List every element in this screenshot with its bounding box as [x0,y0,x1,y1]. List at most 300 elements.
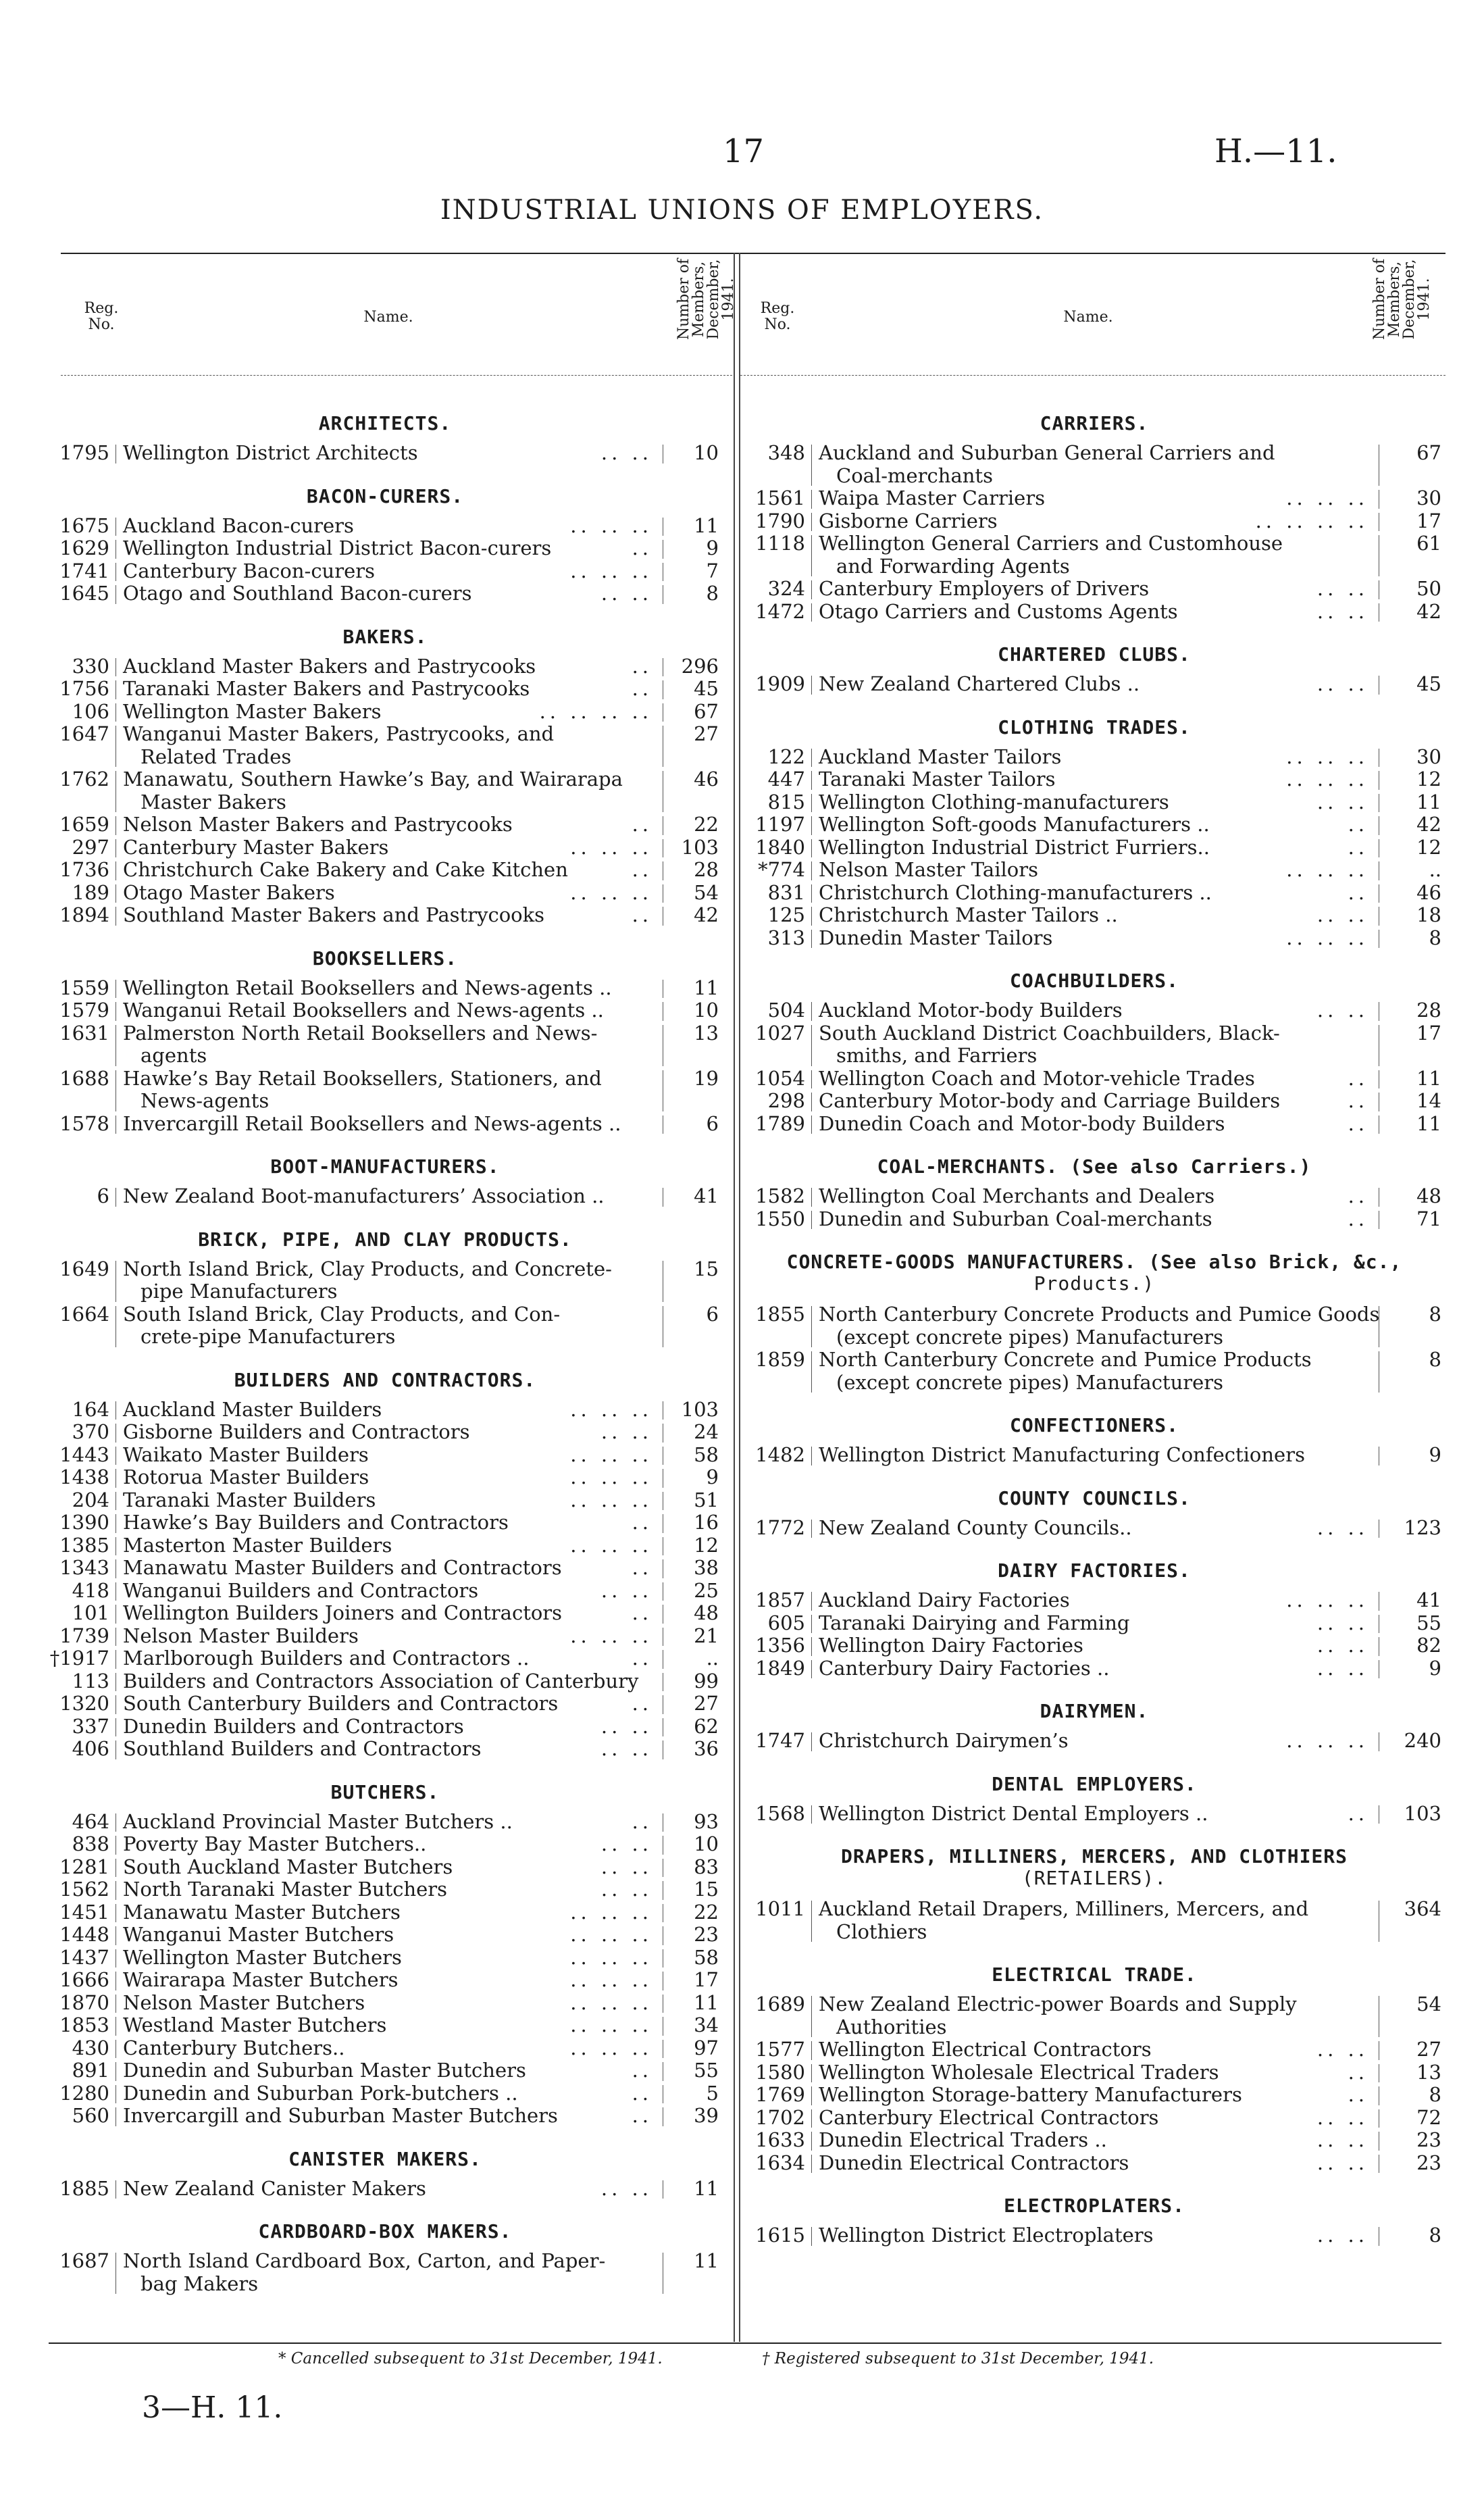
left-header-rule [61,375,732,376]
reg-number: 1577 [755,2038,805,2061]
member-count: 58 [694,1945,719,1969]
member-count: 50 [1416,577,1441,600]
leader-dots: .. [1348,1207,1368,1230]
member-count: 83 [694,1855,719,1878]
leader-dots: .. .. .. [1286,1729,1368,1752]
members-header: Number of Members, December, 1941. [675,258,737,341]
reg-number: 504 [767,999,805,1022]
name-header: Name. [1063,309,1113,326]
page-number: 17 [723,132,765,170]
reg-number: 1633 [755,2128,805,2151]
section-heading: ELECTROPLATERS. [1004,2195,1185,2217]
union-name: Wellington Electrical Contractors [819,2038,1152,2061]
leader-dots: .. .. .. [570,1923,653,1946]
leader-dots: .. .. [600,1855,653,1878]
member-count: 9 [706,1465,719,1488]
union-name: Wellington Industrial District Bacon-curers [123,536,552,559]
reg-number: 1482 [755,1443,805,1466]
leader-dots: .. .. [600,2176,653,2200]
leader-dots: .. .. .. [1286,858,1368,881]
union-name: Canterbury Butchers.. [123,2036,345,2059]
member-count: 296 [681,654,719,678]
column-rule [811,1732,812,1751]
column-rule [811,1615,812,1634]
reg-number: 1634 [755,2151,805,2174]
union-name: Otago Master Bakers [123,880,335,904]
reg-number: 831 [767,880,805,904]
reg-number: 1320 [59,1692,109,1715]
member-count: 12 [1416,835,1441,859]
union-name: New Zealand Electric-power Boards and Supply [819,1993,1297,2015]
column-rule [811,676,812,695]
reg-number: 1772 [755,1515,805,1539]
column-divider [734,253,735,2342]
column-rule [811,1116,812,1134]
leader-dots: .. .. [1316,2128,1368,2151]
reg-number: 1789 [755,1111,805,1135]
reg-number: 1118 [755,532,805,555]
union-name-continued: (except concrete pipes) Manufacturers [836,1370,1224,1394]
section-heading: DAIRYMEN. [1040,1700,1149,1722]
leader-dots: .. .. [1316,1634,1368,1657]
union-name: Christchurch Master Tailors .. [819,903,1118,926]
member-count: 9 [1429,1443,1441,1466]
section-heading: DRAPERS, MILLINERS, MERCERS, AND CLOTHIERS [840,1845,1348,1868]
leader-dots: .. [632,1601,653,1624]
reg-number: 298 [767,1089,805,1112]
section-heading: COACHBUILDERS. [1009,970,1179,992]
union-name: Marlborough Builders and Contractors .. [123,1647,530,1670]
union-name: Dunedin Builders and Contractors [123,1714,464,1738]
leader-dots: .. .. .. [1286,926,1368,949]
member-count: 58 [694,1443,719,1466]
member-count: 12 [1416,768,1441,791]
member-count: 72 [1416,2105,1441,2129]
union-name: Masterton Master Builders [123,1533,392,1557]
member-count: 55 [1416,1611,1441,1634]
section-heading: COUNTY COUNCILS. [998,1486,1191,1509]
member-count: 42 [694,903,719,926]
leader-dots: .. [1348,1111,1368,1135]
union-name-continued: Related Trades [140,745,292,768]
section-heading: ARCHITECTS. [318,412,452,434]
union-name: Dunedin and Suburban Master Butchers [123,2059,526,2082]
member-count: 38 [694,1556,719,1579]
union-name: Wellington General Carriers and Customhouse [819,532,1283,555]
leader-dots: .. .. .. .. [539,699,653,723]
member-count: 11 [1416,1066,1441,1090]
union-name: Auckland Master Tailors [819,745,1062,768]
right-table-header [740,253,1445,375]
member-count: 21 [694,1624,719,1647]
union-name: Nelson Master Bakers and Pastrycooks [123,813,513,836]
union-name: Nelson Master Builders [123,1624,359,1647]
column-rule [811,839,812,858]
leader-dots: .. .. .. [570,1465,653,1488]
section-heading: BRICK, PIPE, AND CLAY PRODUCTS. [198,1228,572,1251]
reg-number: 1448 [59,1923,109,1946]
leader-dots: .. .. [1316,2151,1368,2174]
leader-dots: .. [632,2081,653,2105]
union-name: Taranaki Master Tailors [819,768,1056,791]
leader-dots: .. .. [600,1420,653,1443]
leader-dots: .. .. [1316,1515,1368,1539]
leader-dots: .. .. .. [570,880,653,904]
leader-dots: .. .. .. [570,2036,653,2059]
member-count: 8 [706,582,719,605]
union-name: Auckland Motor-body Builders [819,999,1123,1022]
leader-dots: .. [632,1692,653,1715]
union-name: Otago Carriers and Customs Agents [819,599,1178,623]
section-heading: CHARTERED CLUBS. [998,643,1191,666]
union-name: Canterbury Employers of Drivers [819,577,1150,600]
member-count: 8 [1429,1303,1441,1326]
union-name: Canterbury Master Bakers [123,835,389,859]
member-count: 11 [694,2249,719,2272]
union-name: Nelson Master Tailors [819,858,1038,881]
union-name-continued: smiths, and Farriers [836,1044,1038,1067]
column-rule [811,535,812,576]
leader-dots: .. .. [1316,599,1368,623]
member-count: 9 [1429,1656,1441,1680]
column-rule [811,2155,812,2174]
union-name: Wairarapa Master Butchers [123,1968,399,1991]
reg-number: 1659 [59,813,109,836]
leader-dots: .. .. .. [570,1968,653,1991]
union-name: Christchurch Clothing-manufacturers .. [819,880,1212,904]
column-rule [811,1660,812,1679]
section-heading: CANISTER MAKERS. [288,2147,482,2170]
union-name: Dunedin and Suburban Coal-merchants [819,1207,1212,1230]
reg-number: 430 [72,2036,109,2059]
column-rule [811,580,812,599]
column-rule [811,794,812,813]
union-name: Canterbury Bacon-curers [123,559,376,582]
leader-dots: .. .. [600,1737,653,1760]
leader-dots: .. .. [1316,2105,1368,2129]
leader-dots: .. [1348,2083,1368,2106]
union-name: Christchurch Cake Bakery and Cake Kitchen [123,858,568,881]
member-count: 15 [694,1878,719,1901]
union-name: Dunedin Electrical Traders .. [819,2128,1107,2151]
member-count: 28 [1416,999,1441,1022]
column-rule [811,884,812,903]
reg-number: 1579 [59,999,109,1022]
union-name: Wellington Industrial District Furriers.. [819,835,1210,859]
member-count: 12 [694,1533,719,1557]
union-name: Wellington District Dental Employers .. [819,1801,1208,1825]
column-rule [811,2227,812,2246]
member-count: 364 [1404,1897,1441,1920]
member-count: 10 [694,441,719,464]
leader-dots: .. .. [1316,2224,1368,2247]
reg-number: 447 [767,768,805,791]
reg-number: 1280 [59,2081,109,2105]
document-reference: H.—11. [1214,132,1337,170]
reg-number: 1645 [59,582,109,605]
leader-dots: .. [632,1809,653,1833]
column-rule [811,1592,812,1611]
union-name: Wanganui Builders and Contractors [123,1578,479,1602]
section-heading-continued: Products.) [1033,1272,1155,1295]
reg-number: 1870 [59,1990,109,2014]
union-name-continued: Coal-merchants [836,463,993,487]
reg-number: 1631 [59,1021,109,1045]
union-name: Taranaki Master Bakers and Pastrycooks [123,677,530,700]
leader-dots: .. .. .. [570,1443,653,1466]
union-name: Wellington Coach and Motor-vehicle Trades [819,1066,1255,1090]
union-name-continued: and Forwarding Agents [836,554,1070,578]
leader-dots: .. .. [600,582,653,605]
member-count: 7 [706,559,719,582]
column-rule [811,1306,812,1347]
section-heading: DENTAL EMPLOYERS. [992,1772,1197,1795]
member-count: 22 [694,1900,719,1924]
union-name: Wellington District Manufacturing Confectioners [819,1443,1305,1466]
reg-number: 1578 [59,1111,109,1135]
union-name-continued: Authorities [836,2015,947,2038]
union-name: South Island Brick, Clay Products, and Con- [123,1302,561,1326]
section-heading: CARDBOARD-BOX MAKERS. [258,2220,512,2242]
reg-number: 1281 [59,1855,109,1878]
reg-number: 101 [72,1601,109,1624]
column-rule [811,2064,812,2083]
member-count: 23 [1416,2151,1441,2174]
reg-number: 1736 [59,858,109,881]
reg-no-header: Reg. No. [84,300,119,333]
member-count: 25 [694,1578,719,1602]
union-name: Canterbury Electrical Contractors [819,2105,1159,2129]
leader-dots: .. .. .. [1286,768,1368,791]
union-name: Auckland Dairy Factories [819,1588,1070,1611]
reg-number: 125 [767,903,805,926]
union-name-continued: Clothiers [836,1920,927,1943]
column-rule [811,2132,812,2151]
member-count: 93 [694,1809,719,1833]
union-name: New Zealand Chartered Clubs .. [819,672,1140,695]
member-count: 17 [694,1968,719,1991]
union-name: Wanganui Retail Booksellers and News-agents .. [123,999,604,1022]
union-name: Canterbury Motor-body and Carriage Builders [819,1089,1281,1112]
member-count: 27 [1416,2038,1441,2061]
member-count: 41 [1416,1588,1441,1611]
union-name-continued: (except concrete pipes) Manufacturers [836,1325,1224,1349]
reg-number: 1580 [755,2060,805,2084]
union-name: Otago and Southland Bacon-curers [123,582,472,605]
reg-number: 189 [72,880,109,904]
union-name: Auckland Provincial Master Butchers .. [123,1809,513,1833]
union-name: Manawatu Master Builders and Contractors [123,1556,562,1579]
leader-dots: .. [1348,1801,1368,1825]
reg-number: †1917 [49,1647,109,1670]
reg-number: 1741 [59,559,109,582]
union-name: Taranaki Master Builders [123,1488,376,1511]
union-name: Rotorua Master Builders [123,1465,369,1488]
leader-dots: .. .. [600,441,653,464]
union-name: North Island Brick, Clay Products, and Concrete- [123,1257,612,1280]
member-count: 30 [1416,486,1441,509]
union-name: Wellington District Architects [123,441,418,464]
member-count: 82 [1416,1634,1441,1657]
reg-number: 1615 [755,2224,805,2247]
member-count: .. [1429,858,1441,881]
member-count: 42 [1416,599,1441,623]
reg-number: 1385 [59,1533,109,1557]
reg-number: 1197 [755,813,805,836]
column-rule [811,816,812,835]
leader-dots: .. [1348,1089,1368,1112]
union-name: New Zealand Boot-manufacturers’ Association .. [123,1184,605,1207]
union-name: Builders and Contractors Association of Canterbury [123,1669,639,1693]
member-count: 123 [1404,1515,1441,1539]
reg-number: 1853 [59,2013,109,2036]
section-heading: BAKERS. [342,625,428,648]
member-count: 45 [1416,672,1441,695]
reg-number: 1343 [59,1556,109,1579]
reg-number: 1437 [59,1945,109,1969]
reg-number: 6 [97,1184,109,1207]
reg-number: 1762 [59,768,109,791]
column-rule [811,2109,812,2128]
reg-number: 891 [72,2059,109,2082]
right-column [743,392,1445,2338]
column-rule [811,1211,812,1230]
union-name: Dunedin and Suburban Pork-butchers .. [123,2081,518,2105]
reg-number: 1390 [59,1511,109,1534]
leader-dots: .. .. .. [570,1990,653,2014]
member-count: 14 [1416,1089,1441,1112]
member-count: 67 [694,699,719,723]
column-rule [811,1070,812,1089]
member-count: 11 [694,1990,719,2014]
leader-dots: .. .. [600,1832,653,1855]
member-count: 10 [694,1832,719,1855]
member-count: 45 [694,677,719,700]
reg-number: 1702 [755,2105,805,2129]
reg-number: 1859 [755,1348,805,1371]
member-count: 54 [694,880,719,904]
reg-number: 1688 [59,1066,109,1090]
reg-number: 1855 [755,1303,805,1326]
reg-number: 1894 [59,903,109,926]
reg-number: 1747 [755,1729,805,1752]
column-divider-double [739,253,740,2342]
member-count: 23 [694,1923,719,1946]
member-count: 6 [706,1111,719,1135]
union-name: Wellington Master Bakers [123,699,382,723]
members-header: Number of Members, December, 1941. [1371,258,1433,341]
column-rule [811,1002,812,1021]
reg-number: 1054 [755,1066,805,1090]
member-count: .. [706,1647,719,1670]
leader-dots: .. [632,536,653,559]
signature-mark: 3—H. 11. [142,2390,283,2425]
leader-dots: .. .. .. .. [1255,509,1368,532]
member-count: 27 [694,722,719,745]
section-heading: CARRIERS. [1040,412,1149,434]
union-name: Hawke’s Bay Retail Booksellers, Stationers, and [123,1066,602,1090]
reg-number: 1840 [755,835,805,859]
column-rule [811,603,812,622]
leader-dots: .. .. .. [1286,486,1368,509]
union-name: Manawatu, Southern Hawke’s Bay, and Wairarapa [123,768,623,791]
member-count: 71 [1416,1207,1441,1230]
leader-dots: .. .. .. [570,1900,653,1924]
union-name: Auckland Retail Drapers, Milliners, Mercers, and [819,1897,1309,1920]
name-header: Name. [363,309,413,326]
member-count: 10 [694,999,719,1022]
leader-dots: .. [632,813,653,836]
reg-number: 1909 [755,672,805,695]
column-rule [811,1901,812,1942]
union-name: Nelson Master Butchers [123,1990,365,2014]
footnote-cancelled: * Cancelled subsequent to 31st December, 1941. [278,2350,663,2367]
section-heading: CONFECTIONERS. [1009,1414,1179,1436]
union-name: Christchurch Dairymen’s [819,1729,1069,1752]
reg-number: 1568 [755,1801,805,1825]
union-name: Dunedin Coach and Motor-body Builders [819,1111,1225,1135]
leader-dots: .. .. [1316,1656,1368,1680]
section-heading: COAL-MERCHANTS. (See also Carriers.) [877,1155,1312,1178]
union-name: Invercargill and Suburban Master Butchers [123,2104,558,2127]
reg-number: 1629 [59,536,109,559]
union-name: North Canterbury Concrete Products and Pumice Goods [819,1303,1380,1326]
reg-number: 1356 [755,1634,805,1657]
union-name: Manawatu Master Butchers [123,1900,401,1924]
reg-number: *774 [758,858,805,881]
column-rule [811,861,812,880]
reg-number: 1739 [59,1624,109,1647]
member-count: 19 [694,1066,719,1090]
leader-dots: .. .. .. [1286,745,1368,768]
leader-dots: .. [632,858,653,881]
leader-dots: .. [1348,1184,1368,1207]
union-name: North Canterbury Concrete and Pumice Products [819,1348,1312,1371]
union-name: Wellington Dairy Factories [819,1634,1083,1657]
member-count: 51 [694,1488,719,1511]
union-name: Canterbury Dairy Factories .. [819,1656,1110,1680]
reg-number: 113 [72,1669,109,1693]
leader-dots: .. .. .. [1286,1588,1368,1611]
column-rule [811,1637,812,1656]
union-name: Wanganui Master Bakers, Pastrycooks, and [123,722,555,745]
reg-number: 1011 [755,1897,805,1920]
union-name: Wellington Soft-goods Manufacturers .. [819,813,1210,836]
union-name: Southland Builders and Contractors [123,1737,482,1760]
section-heading: BUTCHERS. [330,1780,440,1803]
member-count: 103 [681,1397,719,1421]
member-count: 240 [1404,1729,1441,1752]
section-heading: ELECTRICAL TRADE. [992,1963,1197,1986]
union-name-continued: agents [140,1044,207,1067]
member-count: 61 [1416,532,1441,555]
leader-dots: .. [1348,813,1368,836]
column-rule [811,1805,812,1824]
reg-number: 1438 [59,1465,109,1488]
section-heading: BOOT-MANUFACTURERS. [270,1155,500,1178]
union-name: Poverty Bay Master Butchers.. [123,1832,427,1855]
leader-dots: .. [1348,1066,1368,1090]
member-count: 23 [1416,2128,1441,2151]
reg-number: 406 [72,1737,109,1760]
leader-dots: .. .. [1316,672,1368,695]
leader-dots: .. [1348,2060,1368,2084]
member-count: 103 [681,835,719,859]
leader-dots: .. .. [1316,999,1368,1022]
reg-number: 560 [72,2104,109,2127]
right-header-rule [740,375,1445,376]
union-name-continued: News-agents [140,1089,270,1112]
